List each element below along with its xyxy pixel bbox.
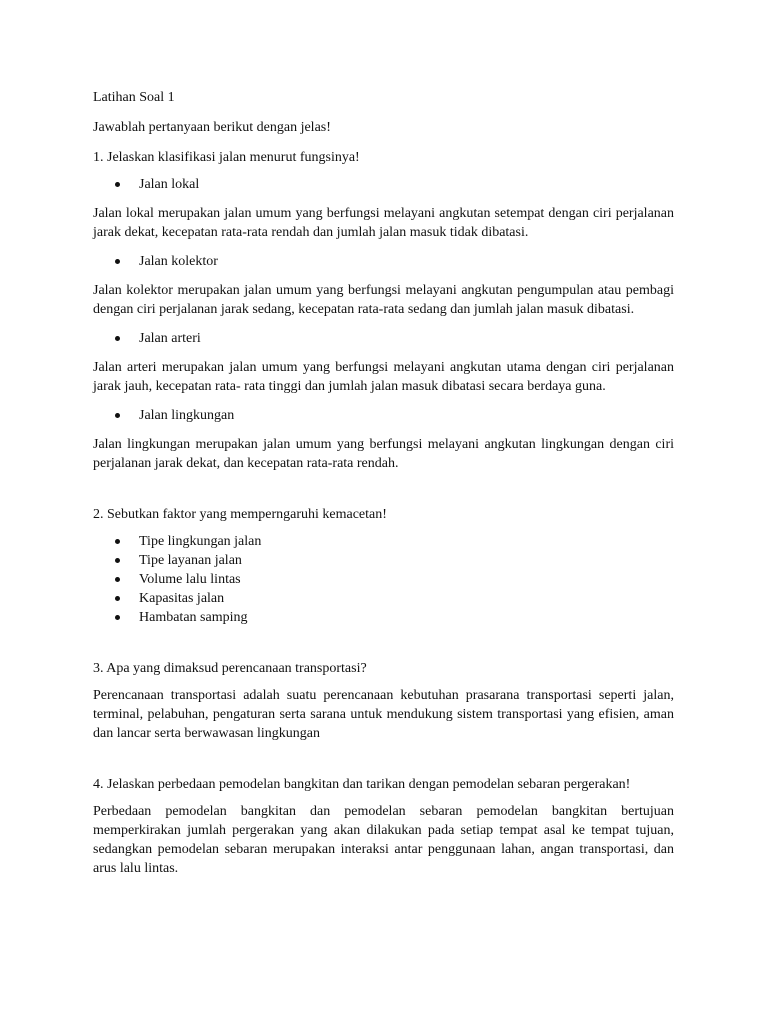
list-item-label: Jalan lokal	[139, 177, 200, 192]
list-item	[93, 406, 674, 425]
list-item-label: Jalan lingkungan	[139, 408, 235, 423]
bullet-icon	[115, 539, 120, 544]
bullet-icon	[115, 259, 120, 264]
bullet-list	[93, 532, 674, 627]
list-item	[93, 570, 674, 589]
list-item	[93, 175, 674, 194]
paragraph: Perencanaan transportasi adalah suatu perencanaan kebutuhan prasarana transportasi seperti jalan, terminal, pelabuhan, pengaturan serta sarana untuk mendukung sistem transportasi yang efisien, aman dan lancar serta berwawasan lingkungan	[93, 688, 674, 741]
list-item	[93, 589, 674, 608]
list-item-label: Jalan arteri	[139, 331, 201, 346]
bullet-icon	[115, 413, 120, 418]
question-3: 3. Apa yang dimaksud perencanaan transportasi?	[93, 661, 367, 676]
bullet-list	[93, 329, 674, 348]
document-title: Latihan Soal 1	[93, 90, 175, 105]
list-item	[93, 532, 674, 551]
list-item-label: Tipe lingkungan jalan	[139, 534, 262, 549]
bullet-icon	[115, 558, 120, 563]
bullet-list	[93, 252, 674, 271]
list-item	[93, 608, 674, 627]
question-1-answer	[93, 175, 674, 473]
list-item	[93, 329, 674, 348]
paragraph: Jalan kolektor merupakan jalan umum yang berfungsi melayani angkutan pengumpulan atau pembagi dengan ciri perjalanan jarak sedang, kecepatan rata-rata sedang dan jumlah jalan masuk dibatasi.	[93, 283, 674, 317]
paragraph: Jalan lokal merupakan jalan umum yang berfungsi melayani angkutan setempat dengan ciri perjalanan jarak dekat, kecepatan rata-rata rendah dan jumlah jalan masuk tidak dibatasi.	[93, 206, 674, 240]
list-item	[93, 252, 674, 271]
list-item-label: Tipe layanan jalan	[139, 553, 242, 568]
bullet-list	[93, 175, 674, 194]
bullet-icon	[115, 596, 120, 601]
list-item-label: Hambatan samping	[139, 610, 248, 625]
paragraph: Perbedaan pemodelan bangkitan dan pemodelan sebaran pemodelan bangkitan bertujuan memperkirakan jumlah pergerakan yang akan dilakukan pada setiap tempat asal ke tempat tujuan, sedangkan pemodelan sebaran merupakan interaksi antar penggunaan lahan, angan transportasi, dan arus lalu lintas.	[93, 804, 674, 876]
list-item-label: Volume lalu lintas	[139, 572, 241, 587]
instructions: Jawablah pertanyaan berikut dengan jelas!	[93, 120, 331, 135]
question-2: 2. Sebutkan faktor yang memperngaruhi kemacetan!	[93, 507, 387, 522]
question-4: 4. Jelaskan perbedaan pemodelan bangkitan dan tarikan dengan pemodelan sebaran pergerakan!	[93, 777, 631, 792]
list-item-label: Kapasitas jalan	[139, 591, 225, 606]
paragraph: Jalan arteri merupakan jalan umum yang berfungsi melayani angkutan utama dengan ciri perjalanan jarak jauh, kecepatan rata- rata tinggi dan jumlah jalan masuk dibatasi secara berdaya guna.	[93, 360, 674, 394]
list-item-label: Jalan kolektor	[139, 254, 218, 269]
question-1: 1. Jelaskan klasifikasi jalan menurut fungsinya!	[93, 150, 360, 165]
bullet-icon	[115, 336, 120, 341]
bullet-icon	[115, 577, 120, 582]
list-item	[93, 551, 674, 570]
bullet-icon	[115, 615, 120, 620]
bullet-list	[93, 406, 674, 425]
bullet-icon	[115, 182, 120, 187]
paragraph: Jalan lingkungan merupakan jalan umum yang berfungsi melayani angkutan lingkungan dengan ciri perjalanan jarak dekat, dan kecepatan rata-rata rendah.	[93, 437, 674, 471]
